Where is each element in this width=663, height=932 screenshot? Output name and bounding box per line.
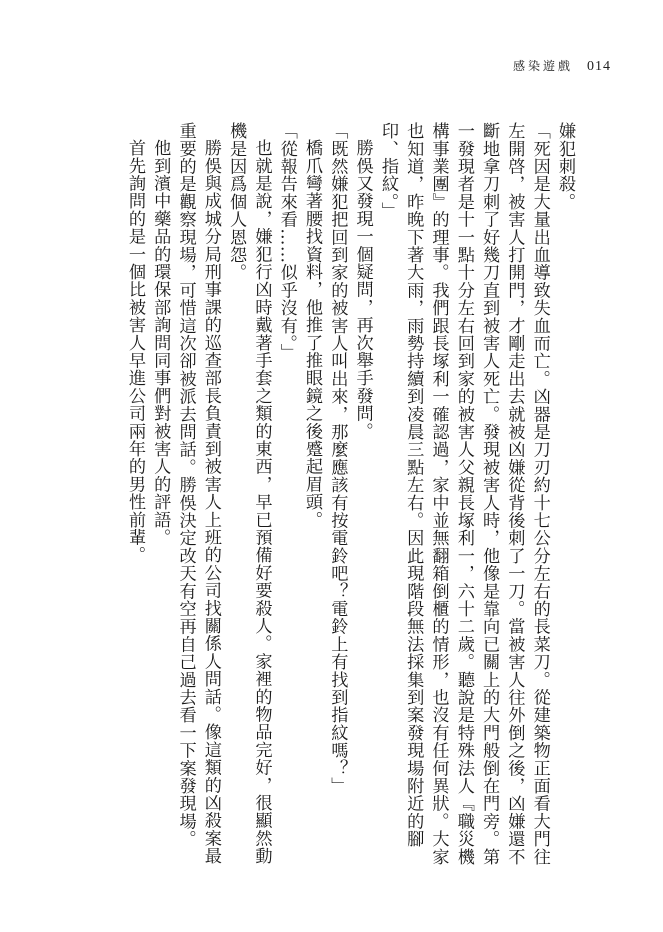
paragraph: 嫌犯刺殺。: [555, 122, 575, 211]
paragraph: 橋爪彎著腰找資料，他推了推眼鏡之後蹙起眉頭。: [302, 139, 323, 529]
paragraph: 「死因是大量出血導致失血而亡。凶器是刀刃約十七公分左右的長菜刀。從建築物正面看大門往左開啓，被害人打開門，才剛走出去就被凶嫌從背後刺了一刀。當被害人往外倒之後，凶嫌還不斷地拿刀刺了好幾刀直到被害人死亡。發現被害人時，他像是靠向已關上的大門般倒在門旁。第一發現者是十一點十分左右回到家的被害人父親長塚利一，六十二歲。聽說是特殊法人『職災機構事業團』的理事。我們跟長塚利一確認過，家中並無翻箱倒櫃的情形，也沒有任何異狀。大家也知道，昨晚下著大雨，雨勢持續到凌晨三點左右。因此現階段無法採集到案發現場附近的腳印、指紋。」: [377, 122, 550, 866]
paragraph: 也就是說，嫌犯行凶時戴著手套之類的東西，早已預備好要殺人。家裡的物品完好，很顯然動機是因爲個人恩怨。: [226, 122, 272, 865]
page-number: 014: [587, 59, 611, 74]
page-header: [513, 57, 611, 75]
paragraph: 他到濱中藥品的環保部詢問同事們對被害人的評語。: [150, 139, 171, 547]
running-title: 感染遊戲: [512, 59, 573, 73]
paragraph: 勝俁又發現一個疑問，再次舉手發問。: [352, 139, 373, 441]
paragraph: 首先詢問的是一個比被害人早進公司兩年的男性前輩。: [124, 139, 145, 564]
body-text: [77, 122, 577, 882]
paragraph: 「既然嫌犯把回到家的被害人叫出來，那麼應該有按電鈴吧？電鈴上有找到指紋嗎？」: [327, 122, 348, 795]
paragraph: 「從報告來看……似乎沒有。」: [276, 122, 297, 362]
paragraph: 勝俁與成城分局刑事課的巡查部長負責到被害人上班的公司找關係人問話。像這類的凶殺案最重要的是觀察現場，可惜這次卻被派去問話。勝俁決定改天有空再自己過去看一下案發現場。: [175, 122, 221, 865]
